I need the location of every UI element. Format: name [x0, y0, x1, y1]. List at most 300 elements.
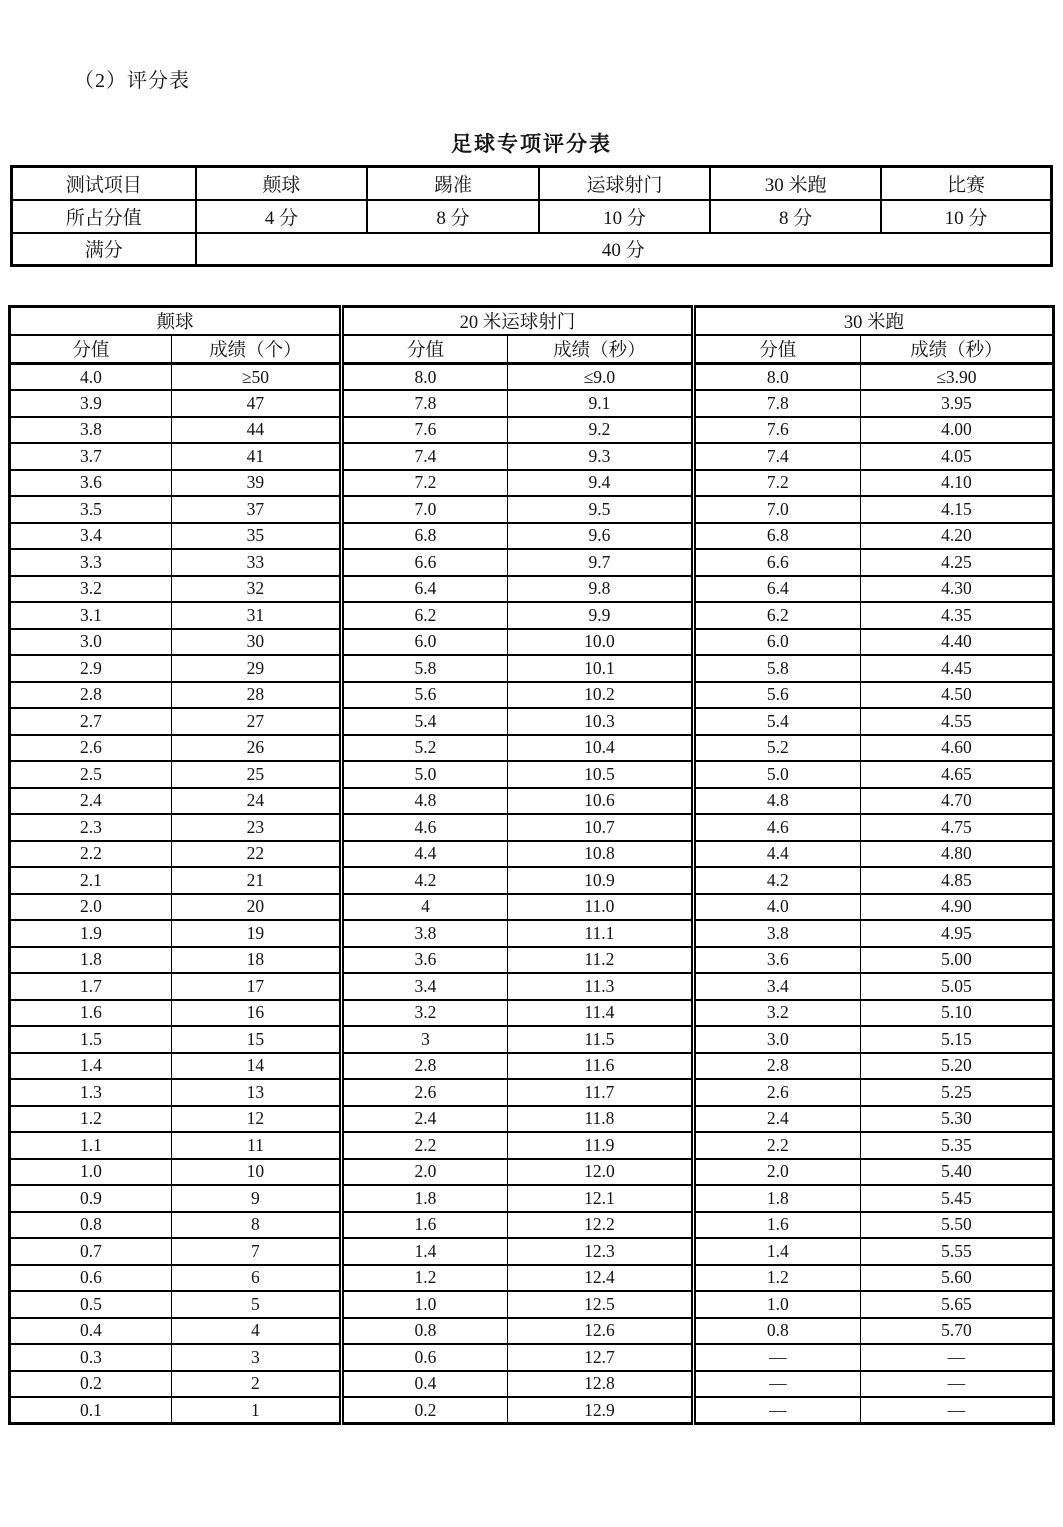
score-table-row [10, 735, 1054, 762]
score-table-row [10, 1185, 1054, 1212]
score-table-row [10, 1106, 1054, 1133]
score-cell: 15 [171, 1026, 341, 1053]
score-cell: 12.0 [507, 1159, 693, 1186]
score-cell: 2.1 [10, 867, 172, 894]
score-cell: 1.4 [341, 1238, 507, 1265]
score-cell: 2.6 [10, 735, 172, 762]
score-cell: 3.8 [341, 920, 507, 947]
score-table-row [10, 655, 1054, 682]
score-cell: 3 [341, 1026, 507, 1053]
score-cell: 2.2 [693, 1132, 860, 1159]
score-cell: 4.0 [693, 894, 860, 921]
score-cell: 6.8 [693, 523, 860, 550]
score-table-row [10, 682, 1054, 709]
summary-cell: 8 分 [710, 200, 881, 233]
summary-cell: 颠球 [196, 167, 368, 200]
score-cell: 3.0 [10, 629, 172, 656]
score-cell: 4.4 [693, 841, 860, 868]
score-cell: 8.0 [341, 364, 507, 391]
score-table-row [10, 443, 1054, 470]
score-cell: 1.8 [693, 1185, 860, 1212]
score-cell: 12.5 [507, 1291, 693, 1318]
score-cell: 7.6 [693, 417, 860, 444]
score-cell: 12.4 [507, 1265, 693, 1292]
score-cell: 0.4 [10, 1318, 172, 1345]
score-cell: 6.2 [693, 602, 860, 629]
score-cell: 12.2 [507, 1212, 693, 1239]
score-cell: 5.15 [860, 1026, 1053, 1053]
score-cell: 11.4 [507, 1000, 693, 1027]
score-cell: 3.2 [341, 1000, 507, 1027]
score-cell: 2.7 [10, 708, 172, 735]
score-cell: 4.2 [693, 867, 860, 894]
score-cell: 5.40 [860, 1159, 1053, 1186]
score-cell: 7.4 [341, 443, 507, 470]
score-cell: 8.0 [693, 364, 860, 391]
score-cell: 11 [171, 1132, 341, 1159]
score-cell: 4.0 [10, 364, 172, 391]
score-cell: 0.1 [10, 1397, 172, 1424]
score-cell: 7 [171, 1238, 341, 1265]
score-cell: 28 [171, 682, 341, 709]
score-cell: 1.4 [693, 1238, 860, 1265]
score-cell: 1.6 [341, 1212, 507, 1239]
score-cell: 2.8 [693, 1053, 860, 1080]
score-cell: 4.20 [860, 523, 1053, 550]
score-cell: 1.9 [10, 920, 172, 947]
score-table-row [10, 788, 1054, 815]
score-cell: 0.7 [10, 1238, 172, 1265]
score-cell: 3.2 [693, 1000, 860, 1027]
score-table-row [10, 523, 1054, 550]
score-cell: 1.7 [10, 973, 172, 1000]
score-cell: 11.9 [507, 1132, 693, 1159]
score-cell: 4.50 [860, 682, 1053, 709]
score-cell: 7.0 [341, 496, 507, 523]
score-cell: 4.00 [860, 417, 1053, 444]
score-cell: 2.2 [341, 1132, 507, 1159]
score-cell: 4.8 [341, 788, 507, 815]
score-cell: 2.3 [10, 814, 172, 841]
score-cell: 10.3 [507, 708, 693, 735]
score-cell: 2.0 [10, 894, 172, 921]
summary-cell: 4 分 [196, 200, 368, 233]
score-cell: 13 [171, 1079, 341, 1106]
score-cell: ≥50 [171, 364, 341, 391]
score-table-group-header-row [10, 307, 1054, 336]
score-cell: 7.8 [693, 390, 860, 417]
summary-cell: 8 分 [367, 200, 539, 233]
score-cell: 1.8 [10, 947, 172, 974]
score-cell: 9.7 [507, 549, 693, 576]
score-cell: 4.8 [693, 788, 860, 815]
score-cell: — [693, 1397, 860, 1424]
score-cell: 10.9 [507, 867, 693, 894]
score-table-row [10, 1318, 1054, 1345]
table-title: 足球专项评分表 [451, 132, 612, 156]
summary-row-label: 测试项目 [12, 167, 196, 200]
score-cell: 12.6 [507, 1318, 693, 1345]
score-subheader: 分值 [10, 335, 172, 364]
score-cell: 5.50 [860, 1212, 1053, 1239]
score-table-row [10, 1291, 1054, 1318]
score-cell: 5 [171, 1291, 341, 1318]
score-cell: 2.4 [341, 1106, 507, 1133]
score-cell: 11.0 [507, 894, 693, 921]
score-cell: 5.8 [693, 655, 860, 682]
score-table-row [10, 1238, 1054, 1265]
score-cell: 30 [171, 629, 341, 656]
score-cell: 4.80 [860, 841, 1053, 868]
score-cell: 4.95 [860, 920, 1053, 947]
score-cell: 10.5 [507, 761, 693, 788]
score-cell: 1.4 [10, 1053, 172, 1080]
score-cell: 4.45 [860, 655, 1053, 682]
score-cell: 12.3 [507, 1238, 693, 1265]
score-table-row [10, 1053, 1054, 1080]
score-cell: 2 [171, 1371, 341, 1398]
score-cell: 4.6 [693, 814, 860, 841]
score-table-row [10, 417, 1054, 444]
score-cell: 4.10 [860, 470, 1053, 497]
score-cell: 5.45 [860, 1185, 1053, 1212]
score-cell: 3.5 [10, 496, 172, 523]
score-cell: 1.8 [341, 1185, 507, 1212]
score-cell: 3.4 [10, 523, 172, 550]
score-cell: 11.3 [507, 973, 693, 1000]
summary-merged-cell: 40 分 [196, 233, 1052, 266]
score-cell: 25 [171, 761, 341, 788]
score-cell: 4 [341, 894, 507, 921]
score-cell: 3.2 [10, 576, 172, 603]
summary-cell: 30 米跑 [710, 167, 881, 200]
score-cell: 3.3 [10, 549, 172, 576]
score-cell: 0.9 [10, 1185, 172, 1212]
score-table-row [10, 1397, 1054, 1424]
summary-cell: 10 分 [539, 200, 711, 233]
score-cell: 5.05 [860, 973, 1053, 1000]
score-cell: 3 [171, 1344, 341, 1371]
score-cell: 44 [171, 417, 341, 444]
score-cell: 10.0 [507, 629, 693, 656]
score-cell: 6.4 [693, 576, 860, 603]
score-cell: 4.65 [860, 761, 1053, 788]
score-cell: 3.0 [693, 1026, 860, 1053]
score-cell: 4.90 [860, 894, 1053, 921]
summary-table [10, 165, 1053, 267]
score-cell: 11.7 [507, 1079, 693, 1106]
score-cell: 0.8 [341, 1318, 507, 1345]
score-table-row [10, 920, 1054, 947]
score-cell: 5.6 [693, 682, 860, 709]
score-cell: 4 [171, 1318, 341, 1345]
score-cell: 1.2 [341, 1265, 507, 1292]
score-cell: 2.4 [693, 1106, 860, 1133]
score-cell: 3.7 [10, 443, 172, 470]
score-cell: 32 [171, 576, 341, 603]
score-cell: 24 [171, 788, 341, 815]
score-cell: 3.6 [693, 947, 860, 974]
score-cell: 7.2 [341, 470, 507, 497]
score-cell: 10.2 [507, 682, 693, 709]
summary-table-row [12, 200, 1052, 233]
score-cell: 3.8 [693, 920, 860, 947]
score-subheader: 分值 [693, 335, 860, 364]
score-table-row [10, 841, 1054, 868]
score-cell: 21 [171, 867, 341, 894]
score-cell: 4.30 [860, 576, 1053, 603]
score-cell: 3.8 [10, 417, 172, 444]
score-table-row [10, 1265, 1054, 1292]
score-cell: 1.2 [10, 1106, 172, 1133]
score-subheader: 分值 [341, 335, 507, 364]
score-table-row [10, 894, 1054, 921]
score-cell: 0.8 [693, 1318, 860, 1345]
score-table-row [10, 708, 1054, 735]
score-table-row [10, 1079, 1054, 1106]
score-cell: 26 [171, 735, 341, 762]
score-table-row [10, 470, 1054, 497]
score-cell: 4.35 [860, 602, 1053, 629]
score-table-row [10, 1371, 1054, 1398]
score-group-header: 20 米运球射门 [341, 307, 693, 336]
score-cell: 1.2 [693, 1265, 860, 1292]
score-cell: 4.70 [860, 788, 1053, 815]
score-table-row [10, 867, 1054, 894]
score-cell: 2.0 [341, 1159, 507, 1186]
score-cell: 3.95 [860, 390, 1053, 417]
score-cell: 10.1 [507, 655, 693, 682]
score-cell: 9 [171, 1185, 341, 1212]
score-cell: 0.6 [10, 1265, 172, 1292]
score-cell: 5.20 [860, 1053, 1053, 1080]
score-cell: 2.4 [10, 788, 172, 815]
score-cell: 5.55 [860, 1238, 1053, 1265]
score-cell: 0.4 [341, 1371, 507, 1398]
score-cell: 20 [171, 894, 341, 921]
score-cell: 4.05 [860, 443, 1053, 470]
score-cell: 12.9 [507, 1397, 693, 1424]
score-cell: 4.40 [860, 629, 1053, 656]
score-cell: 27 [171, 708, 341, 735]
score-cell: 29 [171, 655, 341, 682]
summary-cell: 运球射门 [539, 167, 711, 200]
score-cell: 3.6 [10, 470, 172, 497]
score-cell: 7.4 [693, 443, 860, 470]
score-cell: 1.6 [693, 1212, 860, 1239]
score-cell: 5.35 [860, 1132, 1053, 1159]
score-cell: 7.0 [693, 496, 860, 523]
score-table-row [10, 1000, 1054, 1027]
score-cell: 4.55 [860, 708, 1053, 735]
score-cell: 8 [171, 1212, 341, 1239]
score-cell: 0.8 [10, 1212, 172, 1239]
score-cell: 41 [171, 443, 341, 470]
score-cell: 1 [171, 1397, 341, 1424]
score-cell: 9.2 [507, 417, 693, 444]
score-cell: 18 [171, 947, 341, 974]
summary-table-row [12, 233, 1052, 266]
score-cell: 3.1 [10, 602, 172, 629]
score-cell: 7.8 [341, 390, 507, 417]
score-cell: 5.4 [341, 708, 507, 735]
score-cell: 11.1 [507, 920, 693, 947]
score-group-header: 30 米跑 [693, 307, 1053, 336]
score-cell: 11.5 [507, 1026, 693, 1053]
score-cell: 7.6 [341, 417, 507, 444]
summary-table-row [12, 167, 1052, 200]
score-cell: 6.4 [341, 576, 507, 603]
score-cell: 1.5 [10, 1026, 172, 1053]
summary-row-label: 满分 [12, 233, 196, 266]
score-cell: 0.3 [10, 1344, 172, 1371]
score-cell: 0.5 [10, 1291, 172, 1318]
score-table-row [10, 576, 1054, 603]
score-cell: 6.8 [341, 523, 507, 550]
score-cell: 5.65 [860, 1291, 1053, 1318]
score-cell: 5.70 [860, 1318, 1053, 1345]
score-cell: 5.25 [860, 1079, 1053, 1106]
score-table-row [10, 1159, 1054, 1186]
score-cell: 5.2 [693, 735, 860, 762]
score-cell: 2.5 [10, 761, 172, 788]
score-cell: 10.7 [507, 814, 693, 841]
score-cell: 2.9 [10, 655, 172, 682]
score-cell: 6 [171, 1265, 341, 1292]
score-cell: 39 [171, 470, 341, 497]
score-cell: 4.2 [341, 867, 507, 894]
score-cell: 6.6 [693, 549, 860, 576]
score-cell: 37 [171, 496, 341, 523]
score-cell: 6.0 [693, 629, 860, 656]
score-cell: 14 [171, 1053, 341, 1080]
score-cell: 31 [171, 602, 341, 629]
score-cell: 1.0 [10, 1159, 172, 1186]
score-cell: 10.6 [507, 788, 693, 815]
score-subheader: 成绩（个） [171, 335, 341, 364]
score-cell: 2.6 [341, 1079, 507, 1106]
score-cell: 9.8 [507, 576, 693, 603]
score-cell: 11.8 [507, 1106, 693, 1133]
score-cell: 6.0 [341, 629, 507, 656]
summary-cell: 10 分 [881, 200, 1052, 233]
score-cell: 5.30 [860, 1106, 1053, 1133]
score-cell: 10.4 [507, 735, 693, 762]
score-cell: 5.60 [860, 1265, 1053, 1292]
score-cell: 33 [171, 549, 341, 576]
score-table-row [10, 947, 1054, 974]
score-table-row [10, 1344, 1054, 1371]
score-cell: — [860, 1397, 1053, 1424]
score-cell: 23 [171, 814, 341, 841]
score-cell: 3.4 [341, 973, 507, 1000]
score-table-row [10, 761, 1054, 788]
score-cell: 2.0 [693, 1159, 860, 1186]
score-cell: 5.8 [341, 655, 507, 682]
score-cell: 3.9 [10, 390, 172, 417]
score-cell: 3.4 [693, 973, 860, 1000]
score-cell: 11.6 [507, 1053, 693, 1080]
score-cell: — [693, 1344, 860, 1371]
score-cell: 2.6 [693, 1079, 860, 1106]
score-table-row [10, 496, 1054, 523]
score-group-header: 颠球 [10, 307, 342, 336]
score-cell: 1.0 [341, 1291, 507, 1318]
score-table-row [10, 973, 1054, 1000]
score-cell: 9.4 [507, 470, 693, 497]
score-cell: 11.2 [507, 947, 693, 974]
score-subheader: 成绩（秒） [507, 335, 693, 364]
score-cell: — [860, 1371, 1053, 1398]
score-table-row [10, 1026, 1054, 1053]
score-cell: 22 [171, 841, 341, 868]
summary-row-label: 所占分值 [12, 200, 196, 233]
score-cell: 12.1 [507, 1185, 693, 1212]
score-cell: 9.9 [507, 602, 693, 629]
section-label: （2）评分表 [74, 70, 190, 92]
score-cell: 5.2 [341, 735, 507, 762]
score-cell: 5.4 [693, 708, 860, 735]
score-cell: 1.0 [693, 1291, 860, 1318]
score-cell: 0.2 [10, 1371, 172, 1398]
score-table [8, 305, 1055, 1425]
score-cell: 4.25 [860, 549, 1053, 576]
score-cell: 9.1 [507, 390, 693, 417]
score-cell: — [693, 1371, 860, 1398]
score-cell: 0.6 [341, 1344, 507, 1371]
score-cell: 12.8 [507, 1371, 693, 1398]
score-cell: 9.5 [507, 496, 693, 523]
score-cell: 10.8 [507, 841, 693, 868]
score-table-subheader-row [10, 335, 1054, 364]
score-cell: 4.6 [341, 814, 507, 841]
score-cell: 10 [171, 1159, 341, 1186]
score-cell: 19 [171, 920, 341, 947]
score-cell: 6.6 [341, 549, 507, 576]
score-table-row [10, 814, 1054, 841]
score-cell: 3.6 [341, 947, 507, 974]
score-table-row [10, 1212, 1054, 1239]
score-cell: 5.0 [341, 761, 507, 788]
summary-cell: 比赛 [881, 167, 1052, 200]
score-cell: 6.2 [341, 602, 507, 629]
score-cell: ≤3.90 [860, 364, 1053, 391]
score-table-row [10, 549, 1054, 576]
summary-cell: 踢准 [367, 167, 539, 200]
score-cell: 9.3 [507, 443, 693, 470]
score-cell: 7.2 [693, 470, 860, 497]
score-cell: 4.85 [860, 867, 1053, 894]
score-cell: 2.2 [10, 841, 172, 868]
score-cell: 5.10 [860, 1000, 1053, 1027]
score-cell: 9.6 [507, 523, 693, 550]
score-cell: 1.3 [10, 1079, 172, 1106]
score-cell: 5.0 [693, 761, 860, 788]
score-cell: 4.4 [341, 841, 507, 868]
score-cell: 5.6 [341, 682, 507, 709]
score-cell: 2.8 [341, 1053, 507, 1080]
score-cell: 17 [171, 973, 341, 1000]
score-cell: 4.15 [860, 496, 1053, 523]
score-table-row [10, 629, 1054, 656]
score-cell: 47 [171, 390, 341, 417]
score-cell: — [860, 1344, 1053, 1371]
score-cell: 12.7 [507, 1344, 693, 1371]
score-cell: 4.60 [860, 735, 1053, 762]
score-table-row [10, 364, 1054, 391]
score-table-row [10, 602, 1054, 629]
score-cell: 12 [171, 1106, 341, 1133]
